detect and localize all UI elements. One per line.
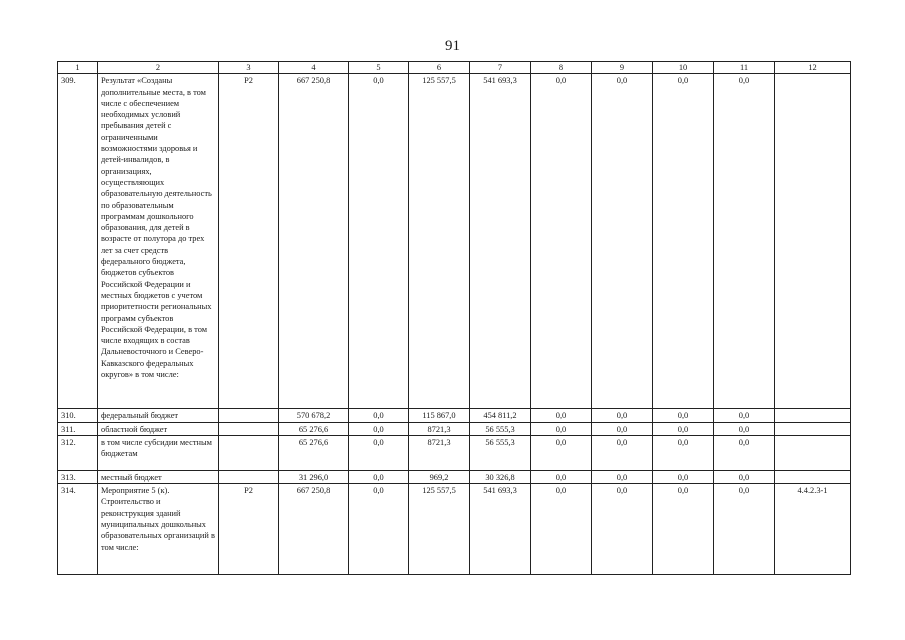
cell-col-5: 0,0 [349,74,409,409]
cell-col-5: 0,0 [349,409,409,422]
row-number: 309. [58,74,98,409]
row-number: 310. [58,409,98,422]
header-cell-7: 7 [470,62,531,74]
cell-col-8: 0,0 [531,435,592,470]
cell-col-11: 0,0 [714,422,775,435]
row-number: 312. [58,435,98,470]
cell-col-8: 0,0 [531,74,592,409]
cell-col-8: 0,0 [531,409,592,422]
header-cell-1: 1 [58,62,98,74]
header-cell-5: 5 [349,62,409,74]
cell-col-3 [219,470,279,483]
cell-col-7: 56 555,3 [470,422,531,435]
cell-col-12 [775,470,851,483]
table-row [58,470,851,483]
cell-col-7: 454 811,2 [470,409,531,422]
cell-col-8: 0,0 [531,484,592,575]
cell-col-5: 0,0 [349,422,409,435]
row-description: Мероприятие 5 (к). Строительство и реконструкция зданий муниципальных дошкольных образовательных организаций в том числе: [98,484,219,575]
cell-col-4: 65 276,6 [279,435,349,470]
header-row [58,62,851,74]
header-cell-4: 4 [279,62,349,74]
cell-col-11: 0,0 [714,74,775,409]
cell-col-5: 0,0 [349,470,409,483]
cell-col-3 [219,409,279,422]
cell-col-3: P2 [219,74,279,409]
cell-col-7: 56 555,3 [470,435,531,470]
table-row [58,409,851,422]
row-description: местный бюджет [98,470,219,483]
table-row [58,422,851,435]
table-row [58,74,851,409]
cell-col-6: 125 557,5 [409,74,470,409]
cell-col-9: 0,0 [592,422,653,435]
cell-col-4: 667 250,8 [279,74,349,409]
row-description: федеральный бюджет [98,409,219,422]
header-cell-10: 10 [653,62,714,74]
page-number: 91 [445,38,460,54]
cell-col-6: 8721,3 [409,422,470,435]
row-number: 313. [58,470,98,483]
cell-col-5: 0,0 [349,484,409,575]
header-cell-9: 9 [592,62,653,74]
cell-col-4: 31 296,0 [279,470,349,483]
row-description: Результат «Созданы дополнительные места, в том числе с обеспечением необходимых условий пребывания детей с ограниченными возможностями здоровья и детей-инвалидов, в организациях, осуществляющих образовательную деятельность по образовательным программам дошкольного образования, для детей в возрасте от полутора до трех лет за счет средств федерального бюджета, бюджетов субъектов Российской Федерации и местных бюджетов с учетом приоритетности региональных программ субъектов Российской Федерации, в том числе входящих в состав Дальневосточного и Северо-Кавказского федеральных округов» в том числе: [98,74,219,409]
cell-col-3: P2 [219,484,279,575]
cell-col-5: 0,0 [349,435,409,470]
row-description: областной бюджет [98,422,219,435]
cell-col-9: 0,0 [592,409,653,422]
cell-col-10: 0,0 [653,470,714,483]
row-number: 314. [58,484,98,575]
cell-col-7: 541 693,3 [470,74,531,409]
cell-col-7: 30 326,8 [470,470,531,483]
header-cell-12: 12 [775,62,851,74]
table-row [58,435,851,470]
cell-col-9: 0,0 [592,435,653,470]
cell-col-12 [775,74,851,409]
cell-col-11: 0,0 [714,484,775,575]
cell-col-9: 0,0 [592,470,653,483]
cell-col-6: 115 867,0 [409,409,470,422]
cell-col-10: 0,0 [653,422,714,435]
cell-col-6: 969,2 [409,470,470,483]
cell-col-9: 0,0 [592,484,653,575]
header-cell-8: 8 [531,62,592,74]
header-cell-11: 11 [714,62,775,74]
header-cell-2: 2 [98,62,219,74]
cell-col-11: 0,0 [714,470,775,483]
row-number: 311. [58,422,98,435]
cell-col-4: 667 250,8 [279,484,349,575]
cell-col-10: 0,0 [653,74,714,409]
cell-col-12: 4.4.2.3-1 [775,484,851,575]
row-description: в том числе субсидии местным бюджетам [98,435,219,470]
cell-col-8: 0,0 [531,422,592,435]
budget-table [57,61,851,575]
cell-col-9: 0,0 [592,74,653,409]
header-cell-3: 3 [219,62,279,74]
cell-col-12 [775,409,851,422]
cell-col-11: 0,0 [714,409,775,422]
cell-col-7: 541 693,3 [470,484,531,575]
cell-col-10: 0,0 [653,484,714,575]
cell-col-3 [219,422,279,435]
cell-col-10: 0,0 [653,435,714,470]
cell-col-12 [775,422,851,435]
cell-col-4: 570 678,2 [279,409,349,422]
cell-col-6: 8721,3 [409,435,470,470]
header-cell-6: 6 [409,62,470,74]
table-row [58,484,851,575]
cell-col-11: 0,0 [714,435,775,470]
cell-col-4: 65 276,6 [279,422,349,435]
cell-col-3 [219,435,279,470]
cell-col-8: 0,0 [531,470,592,483]
cell-col-6: 125 557,5 [409,484,470,575]
cell-col-10: 0,0 [653,409,714,422]
cell-col-12 [775,435,851,470]
